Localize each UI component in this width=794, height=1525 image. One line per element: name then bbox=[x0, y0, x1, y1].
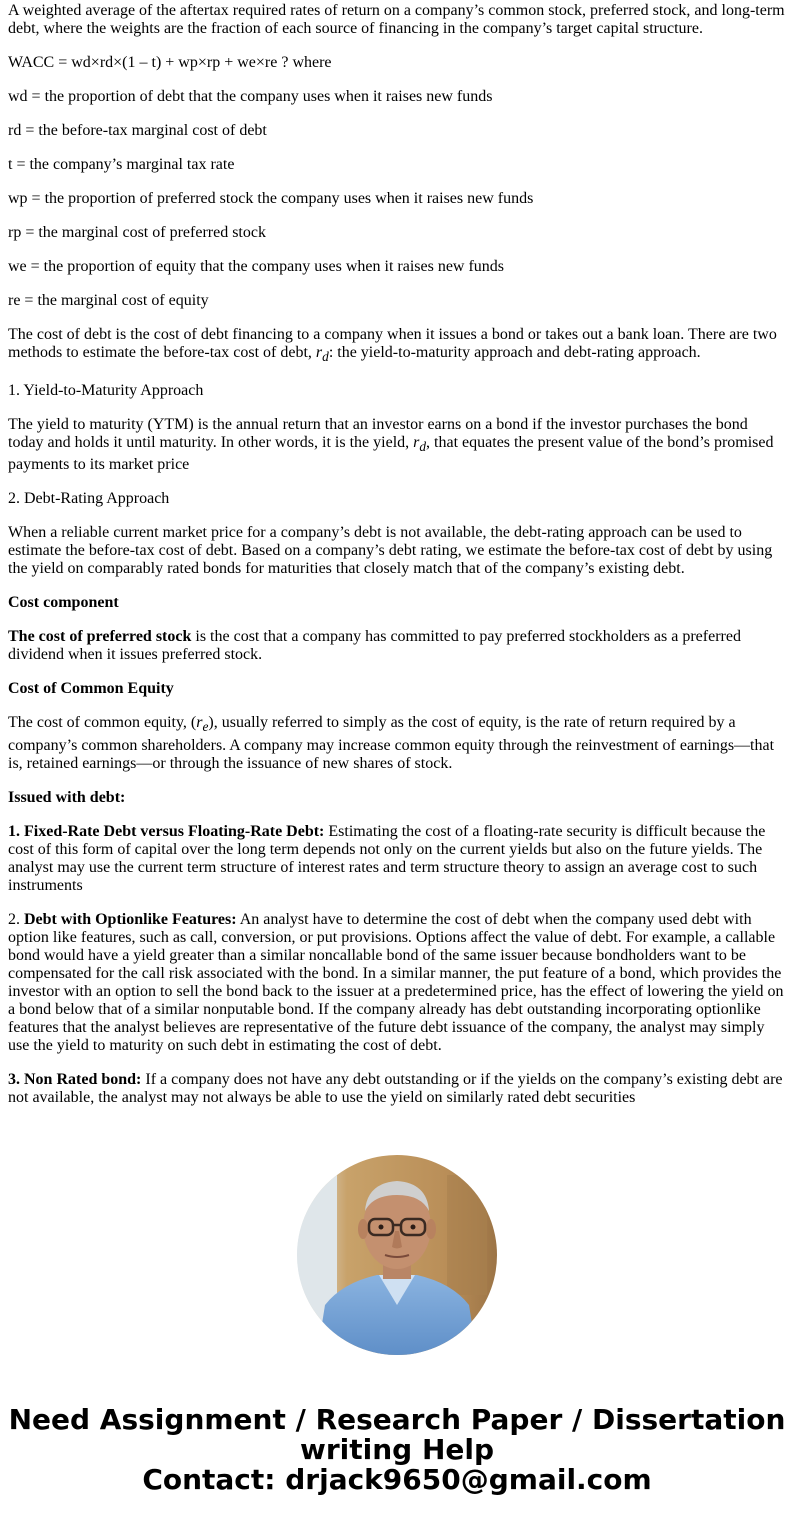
definition-rp: rp = the marginal cost of preferred stock bbox=[8, 224, 266, 241]
assignment-help-headline: Need Assignment / Research Paper / Dissertation writing Help bbox=[8, 1402, 786, 1466]
author-portrait-image bbox=[297, 1155, 497, 1355]
cost-of-debt-paragraph: The cost of debt is the cost of debt financing to a company when it issues a bond or takes out a bank loan. There are two methods to estimate the before-tax cost of debt, $r_d$: the yield-to-maturity approach and debt-rating approach. bbox=[8, 326, 777, 365]
fixed-rate-paragraph: 1. Fixed-Rate Debt versus Floating-Rate Debt: Estimating the cost of a floating-rate security is difficult because the cost of this form of capital over the long term depends not only on the current yields but also on the future yields. The analyst may use the current term structure of interest rates and term structure theory to assign an average cost to such instruments bbox=[8, 822, 766, 894]
issued-with-debt-heading: Issued with debt: bbox=[8, 788, 126, 806]
rd-symbol: $r_d$ bbox=[413, 434, 427, 455]
definition-t: t = the company’s marginal tax rate bbox=[8, 156, 235, 173]
contact-email: Contact: drjack9650@gmail.com bbox=[142, 1462, 652, 1496]
definition-wd: wd = the proportion of debt that the company uses when it raises new funds bbox=[8, 88, 493, 105]
ytm-heading: 1. Yield-to-Maturity Approach bbox=[8, 382, 204, 400]
common-equity-heading: Cost of Common Equity bbox=[8, 680, 174, 698]
definition-re: re = the marginal cost of equity bbox=[8, 292, 209, 309]
cost-component-heading: Cost component bbox=[8, 594, 119, 612]
optionlike-paragraph: 2. Debt with Optionlike Features: An analyst have to determine the cost of debt when the company used debt with option like features, such as call, conversion, or put provisions. Options affect the value of debt. For example, a callable bond would have a yield greater than a similar noncallable bond of the same issuer because bondholders want to be compensated for the call risk associated with the bond. In a similar manner, the put feature of a bond, which provides the investor with an option to sell the bond back to the issuer at a predetermined price, has the effect of lowering the yield on a bond below that of a similar nonputable bond. If the company already has debt outstanding incorporating optionlike features that the analyst believes are representative of the future debt issuance of the company, the analyst may simply use the yield to maturity on such debt in estimating the cost of debt. bbox=[8, 910, 784, 1054]
rd-symbol: $r_d$ bbox=[315, 344, 329, 365]
definition-rd: rd = the before-tax marginal cost of debt bbox=[8, 122, 267, 139]
article-body bbox=[0, 2, 794, 1107]
common-equity-paragraph: The cost of common equity, $(r_e)$, usually referred to simply as the cost of equity, is the rate of return required by a company’s common shareholders. A company may increase common equity through the reinvestment of earnings—that is, retained earnings—or through the issuance of new shares of stock. bbox=[8, 714, 775, 772]
re-symbol: $r_e$ bbox=[196, 714, 209, 735]
definition-we: we = the proportion of equity that the company uses when it raises new funds bbox=[8, 258, 505, 275]
wacc-formula: WACC = wd×rd×(1 – t) + wp×rp + we×re ? where bbox=[8, 54, 332, 71]
ytm-paragraph: The yield to maturity (YTM) is the annual return that an investor earns on a bond if the investor purchases the bond today and holds it until maturity. In other words, it is the yield, $r_d$, that equates the present value of the bond’s promised payments to its market price bbox=[8, 416, 774, 474]
intro-paragraph: A weighted average of the aftertax required rates of return on a company’s common stock, preferred stock, and long-term debt, where the weights are the fraction of each source of financing in the company’s target capital structure. bbox=[8, 2, 785, 37]
debt-rating-heading: 2. Debt-Rating Approach bbox=[8, 490, 170, 508]
debt-rating-paragraph: When a reliable current market price for a company’s debt is not available, the debt-rating approach can be used to estimate the before-tax cost of debt. Based on a company’s debt rating, we estimate the before-tax cost of debt by using the yield on comparably rated bonds for maturities that closely match that of the company’s existing debt. bbox=[8, 524, 773, 578]
non-rated-paragraph: 3. Non Rated bond: If a company does not have any debt outstanding or if the yields on the company’s existing debt are not available, the analyst may not always be able to use the yield on similarly rated debt securities bbox=[8, 1070, 783, 1106]
contact-banner bbox=[0, 1402, 794, 1496]
author-avatar bbox=[297, 1155, 497, 1355]
preferred-stock-paragraph: The cost of preferred stock is the cost that a company has committed to pay preferred stockholders as a preferred dividend when it issues preferred stock. bbox=[8, 628, 741, 664]
definition-wp: wp = the proportion of preferred stock the company uses when it raises new funds bbox=[8, 190, 534, 207]
